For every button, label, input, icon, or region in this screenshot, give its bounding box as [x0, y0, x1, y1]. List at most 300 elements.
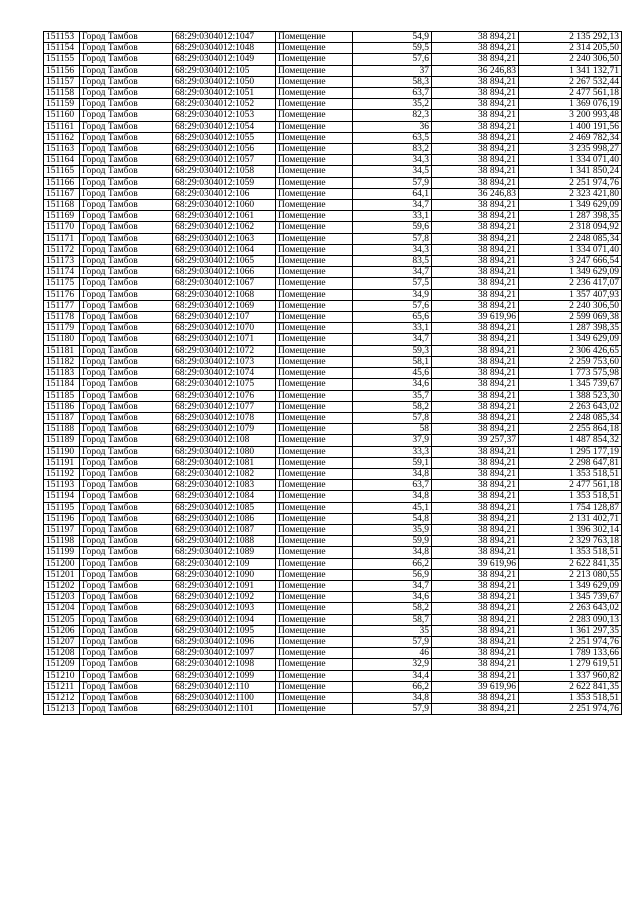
record-id-cell: 151172 — [44, 244, 80, 255]
object-type-cell: Помещение — [276, 256, 353, 267]
area-cell: 35,7 — [353, 390, 432, 401]
price-per-m2-cell: 38 894,21 — [432, 166, 519, 177]
cadastral-value-cell: 2 477 561,18 — [519, 88, 622, 99]
price-per-m2-cell: 38 894,21 — [432, 569, 519, 580]
price-per-m2-cell: 39 619,96 — [432, 312, 519, 323]
area-cell: 83,5 — [353, 256, 432, 267]
price-per-m2-cell: 38 894,21 — [432, 267, 519, 278]
area-cell: 45,1 — [353, 502, 432, 513]
price-per-m2-cell: 38 894,21 — [432, 513, 519, 524]
cadastral-number-cell: 68:29:0304012:1066 — [173, 267, 276, 278]
table-row — [44, 603, 622, 614]
record-id-cell: 151156 — [44, 65, 80, 76]
table-row — [44, 480, 622, 491]
area-cell: 58,2 — [353, 603, 432, 614]
price-per-m2-cell: 38 894,21 — [432, 54, 519, 65]
cadastral-number-cell: 68:29:0304012:1078 — [173, 412, 276, 423]
price-per-m2-cell: 38 894,21 — [432, 704, 519, 715]
record-id-cell: 151198 — [44, 536, 80, 547]
object-type-cell: Помещение — [276, 569, 353, 580]
price-per-m2-cell: 38 894,21 — [432, 446, 519, 457]
price-per-m2-cell: 38 894,21 — [432, 244, 519, 255]
area-cell: 34,3 — [353, 244, 432, 255]
table-row — [44, 76, 622, 87]
cadastral-number-cell: 68:29:0304012:1076 — [173, 390, 276, 401]
city-cell: Город Тамбов — [80, 54, 173, 65]
cadastral-value-cell: 1 349 629,09 — [519, 267, 622, 278]
object-type-cell: Помещение — [276, 166, 353, 177]
price-per-m2-cell: 38 894,21 — [432, 625, 519, 636]
record-id-cell: 151171 — [44, 233, 80, 244]
area-cell: 59,1 — [353, 457, 432, 468]
cadastral-number-cell: 68:29:0304012:1072 — [173, 345, 276, 356]
area-cell: 34,8 — [353, 547, 432, 558]
cadastral-value-cell: 2 306 426,65 — [519, 345, 622, 356]
table-row — [44, 289, 622, 300]
record-id-cell: 151193 — [44, 480, 80, 491]
price-per-m2-cell: 38 894,21 — [432, 334, 519, 345]
record-id-cell: 151190 — [44, 446, 80, 457]
object-type-cell: Помещение — [276, 110, 353, 121]
table-row — [44, 704, 622, 715]
cadastral-number-cell: 68:29:0304012:1081 — [173, 457, 276, 468]
object-type-cell: Помещение — [276, 54, 353, 65]
table-row — [44, 614, 622, 625]
area-cell: 35 — [353, 625, 432, 636]
price-per-m2-cell: 38 894,21 — [432, 692, 519, 703]
city-cell: Город Тамбов — [80, 166, 173, 177]
record-id-cell: 151205 — [44, 614, 80, 625]
area-cell: 34,8 — [353, 468, 432, 479]
cadastral-number-cell: 68:29:0304012:1093 — [173, 603, 276, 614]
cadastral-value-cell: 2 477 561,18 — [519, 480, 622, 491]
object-type-cell: Помещение — [276, 121, 353, 132]
city-cell: Город Тамбов — [80, 659, 173, 670]
table-row — [44, 625, 622, 636]
cadastral-value-cell: 2 329 763,18 — [519, 536, 622, 547]
area-cell: 59,5 — [353, 43, 432, 54]
area-cell: 66,2 — [353, 558, 432, 569]
object-type-cell: Помещение — [276, 412, 353, 423]
price-per-m2-cell: 38 894,21 — [432, 659, 519, 670]
price-per-m2-cell: 38 894,21 — [432, 412, 519, 423]
record-id-cell: 151160 — [44, 110, 80, 121]
record-id-cell: 151187 — [44, 412, 80, 423]
object-type-cell: Помещение — [276, 211, 353, 222]
object-type-cell: Помещение — [276, 132, 353, 143]
price-per-m2-cell: 38 894,21 — [432, 536, 519, 547]
table-row — [44, 446, 622, 457]
area-cell: 34,5 — [353, 166, 432, 177]
price-per-m2-cell: 39 257,37 — [432, 435, 519, 446]
table-row — [44, 99, 622, 110]
record-id-cell: 151185 — [44, 390, 80, 401]
cadastral-value-cell: 2 251 974,76 — [519, 636, 622, 647]
cadastral-number-cell: 68:29:0304012:1059 — [173, 177, 276, 188]
table-row — [44, 502, 622, 513]
area-cell: 37 — [353, 65, 432, 76]
price-per-m2-cell: 38 894,21 — [432, 222, 519, 233]
object-type-cell: Помещение — [276, 424, 353, 435]
price-per-m2-cell: 38 894,21 — [432, 547, 519, 558]
price-per-m2-cell: 38 894,21 — [432, 233, 519, 244]
cadastral-number-cell: 68:29:0304012:1101 — [173, 704, 276, 715]
price-per-m2-cell: 38 894,21 — [432, 636, 519, 647]
area-cell: 58,1 — [353, 356, 432, 367]
record-id-cell: 151163 — [44, 144, 80, 155]
price-per-m2-cell: 38 894,21 — [432, 300, 519, 311]
object-type-cell: Помещение — [276, 88, 353, 99]
object-type-cell: Помещение — [276, 592, 353, 603]
object-type-cell: Помещение — [276, 323, 353, 334]
city-cell: Город Тамбов — [80, 390, 173, 401]
city-cell: Город Тамбов — [80, 580, 173, 591]
city-cell: Город Тамбов — [80, 401, 173, 412]
price-per-m2-cell: 38 894,21 — [432, 614, 519, 625]
cadastral-value-cell: 2 248 085,34 — [519, 233, 622, 244]
cadastral-number-cell: 68:29:0304012:1070 — [173, 323, 276, 334]
cadastral-value-cell: 2 314 205,50 — [519, 43, 622, 54]
area-cell: 57,6 — [353, 54, 432, 65]
cadastral-value-cell: 1 388 523,30 — [519, 390, 622, 401]
cadastral-value-cell: 1 287 398,35 — [519, 211, 622, 222]
cadastral-value-cell: 2 251 974,76 — [519, 177, 622, 188]
table-row — [44, 65, 622, 76]
record-id-cell: 151182 — [44, 356, 80, 367]
object-type-cell: Помещение — [276, 289, 353, 300]
record-id-cell: 151180 — [44, 334, 80, 345]
city-cell: Город Тамбов — [80, 99, 173, 110]
record-id-cell: 151162 — [44, 132, 80, 143]
object-type-cell: Помещение — [276, 368, 353, 379]
cadastral-value-cell: 1 353 518,51 — [519, 692, 622, 703]
city-cell: Город Тамбов — [80, 121, 173, 132]
table-row — [44, 692, 622, 703]
area-cell: 36 — [353, 121, 432, 132]
record-id-cell: 151211 — [44, 681, 80, 692]
record-id-cell: 151153 — [44, 32, 80, 43]
record-id-cell: 151157 — [44, 76, 80, 87]
area-cell: 34,8 — [353, 491, 432, 502]
cadastral-number-cell: 68:29:0304012:106 — [173, 188, 276, 199]
cadastral-number-cell: 68:29:0304012:1074 — [173, 368, 276, 379]
cadastral-number-cell: 68:29:0304012:1058 — [173, 166, 276, 177]
area-cell: 59,6 — [353, 222, 432, 233]
object-type-cell: Помещение — [276, 446, 353, 457]
object-type-cell: Помещение — [276, 435, 353, 446]
area-cell: 57,9 — [353, 636, 432, 647]
price-per-m2-cell: 36 246,83 — [432, 188, 519, 199]
record-id-cell: 151186 — [44, 401, 80, 412]
cadastral-number-cell: 68:29:0304012:1091 — [173, 580, 276, 591]
object-type-cell: Помещение — [276, 468, 353, 479]
object-type-cell: Помещение — [276, 244, 353, 255]
cadastral-value-cell: 1 353 518,51 — [519, 547, 622, 558]
cadastral-number-cell: 68:29:0304012:1094 — [173, 614, 276, 625]
price-per-m2-cell: 38 894,21 — [432, 177, 519, 188]
object-type-cell: Помещение — [276, 502, 353, 513]
price-per-m2-cell: 38 894,21 — [432, 345, 519, 356]
table-row — [44, 636, 622, 647]
cadastral-value-cell: 1 334 071,40 — [519, 155, 622, 166]
record-id-cell: 151184 — [44, 379, 80, 390]
record-id-cell: 151179 — [44, 323, 80, 334]
city-cell: Город Тамбов — [80, 524, 173, 535]
cadastral-value-cell: 2 599 069,38 — [519, 312, 622, 323]
cadastral-number-cell: 68:29:0304012:1060 — [173, 200, 276, 211]
area-cell: 83,2 — [353, 144, 432, 155]
table-row — [44, 132, 622, 143]
cadastral-number-cell: 68:29:0304012:1089 — [173, 547, 276, 558]
table-row — [44, 401, 622, 412]
cadastral-number-cell: 68:29:0304012:1098 — [173, 659, 276, 670]
cadastral-number-cell: 68:29:0304012:1049 — [173, 54, 276, 65]
city-cell: Город Тамбов — [80, 244, 173, 255]
cadastral-number-cell: 68:29:0304012:1084 — [173, 491, 276, 502]
cadastral-value-cell: 1 400 191,56 — [519, 121, 622, 132]
price-per-m2-cell: 38 894,21 — [432, 289, 519, 300]
object-type-cell: Помещение — [276, 558, 353, 569]
city-cell: Город Тамбов — [80, 278, 173, 289]
object-type-cell: Помещение — [276, 32, 353, 43]
cadastral-value-cell: 3 200 993,48 — [519, 110, 622, 121]
cadastral-number-cell: 68:29:0304012:1050 — [173, 76, 276, 87]
table-row — [44, 54, 622, 65]
table-row — [44, 155, 622, 166]
object-type-cell: Помещение — [276, 704, 353, 715]
cadastral-number-cell: 68:29:0304012:1068 — [173, 289, 276, 300]
record-id-cell: 151165 — [44, 166, 80, 177]
object-type-cell: Помещение — [276, 200, 353, 211]
price-per-m2-cell: 39 619,96 — [432, 681, 519, 692]
cadastral-value-cell: 2 213 080,55 — [519, 569, 622, 580]
price-per-m2-cell: 38 894,21 — [432, 32, 519, 43]
city-cell: Город Тамбов — [80, 435, 173, 446]
table-row — [44, 144, 622, 155]
object-type-cell: Помещение — [276, 177, 353, 188]
city-cell: Город Тамбов — [80, 614, 173, 625]
cadastral-number-cell: 68:29:0304012:1057 — [173, 155, 276, 166]
record-id-cell: 151213 — [44, 704, 80, 715]
price-per-m2-cell: 38 894,21 — [432, 379, 519, 390]
area-cell: 57,9 — [353, 177, 432, 188]
cadastral-number-cell: 68:29:0304012:1064 — [173, 244, 276, 255]
cadastral-number-cell: 68:29:0304012:1079 — [173, 424, 276, 435]
price-per-m2-cell: 38 894,21 — [432, 356, 519, 367]
table-row — [44, 278, 622, 289]
object-type-cell: Помещение — [276, 614, 353, 625]
record-id-cell: 151201 — [44, 569, 80, 580]
city-cell: Город Тамбов — [80, 233, 173, 244]
price-per-m2-cell: 38 894,21 — [432, 580, 519, 591]
table-row — [44, 200, 622, 211]
record-id-cell: 151183 — [44, 368, 80, 379]
record-id-cell: 151191 — [44, 457, 80, 468]
cadastral-number-cell: 68:29:0304012:1063 — [173, 233, 276, 244]
table-row — [44, 300, 622, 311]
cadastral-value-cell: 2 240 306,50 — [519, 300, 622, 311]
cadastral-number-cell: 68:29:0304012:1097 — [173, 648, 276, 659]
table-row — [44, 547, 622, 558]
price-per-m2-cell: 38 894,21 — [432, 278, 519, 289]
cadastral-number-cell: 68:29:0304012:1096 — [173, 636, 276, 647]
cadastral-value-cell: 2 622 841,35 — [519, 558, 622, 569]
area-cell: 59,9 — [353, 536, 432, 547]
object-type-cell: Помещение — [276, 536, 353, 547]
city-cell: Город Тамбов — [80, 536, 173, 547]
city-cell: Город Тамбов — [80, 345, 173, 356]
cadastral-value-cell: 1 334 071,40 — [519, 244, 622, 255]
area-cell: 58 — [353, 424, 432, 435]
price-per-m2-cell: 38 894,21 — [432, 491, 519, 502]
table-row — [44, 88, 622, 99]
table-row — [44, 580, 622, 591]
city-cell: Город Тамбов — [80, 211, 173, 222]
cadastral-number-cell: 68:29:0304012:105 — [173, 65, 276, 76]
price-per-m2-cell: 38 894,21 — [432, 390, 519, 401]
cadastral-value-cell: 1 341 132,71 — [519, 65, 622, 76]
table-row — [44, 491, 622, 502]
cadastral-number-cell: 68:29:0304012:1092 — [173, 592, 276, 603]
cadastral-number-cell: 68:29:0304012:1080 — [173, 446, 276, 457]
object-type-cell: Помещение — [276, 155, 353, 166]
object-type-cell: Помещение — [276, 390, 353, 401]
object-type-cell: Помещение — [276, 222, 353, 233]
cadastral-value-cell: 1 487 854,32 — [519, 435, 622, 446]
table-row — [44, 244, 622, 255]
cadastral-number-cell: 68:29:0304012:1082 — [173, 468, 276, 479]
price-per-m2-cell: 38 894,21 — [432, 648, 519, 659]
object-type-cell: Помещение — [276, 659, 353, 670]
city-cell: Город Тамбов — [80, 334, 173, 345]
record-id-cell: 151174 — [44, 267, 80, 278]
record-id-cell: 151159 — [44, 99, 80, 110]
record-id-cell: 151207 — [44, 636, 80, 647]
object-type-cell: Помещение — [276, 267, 353, 278]
table-row — [44, 267, 622, 278]
cadastral-value-cell: 1 295 177,19 — [519, 446, 622, 457]
area-cell: 33,1 — [353, 323, 432, 334]
area-cell: 58,7 — [353, 614, 432, 625]
price-per-m2-cell: 38 894,21 — [432, 468, 519, 479]
record-id-cell: 151210 — [44, 670, 80, 681]
cadastral-number-cell: 68:29:0304012:107 — [173, 312, 276, 323]
city-cell: Город Тамбов — [80, 76, 173, 87]
object-type-cell: Помещение — [276, 513, 353, 524]
area-cell: 57,8 — [353, 233, 432, 244]
price-per-m2-cell: 38 894,21 — [432, 76, 519, 87]
area-cell: 66,2 — [353, 681, 432, 692]
cadastral-value-cell: 1 279 619,51 — [519, 659, 622, 670]
city-cell: Город Тамбов — [80, 177, 173, 188]
cadastral-value-cell: 2 131 402,71 — [519, 513, 622, 524]
area-cell: 57,8 — [353, 412, 432, 423]
price-per-m2-cell: 38 894,21 — [432, 43, 519, 54]
price-per-m2-cell: 39 619,96 — [432, 558, 519, 569]
area-cell: 59,3 — [353, 345, 432, 356]
cadastral-value-cell: 1 345 739,67 — [519, 592, 622, 603]
object-type-cell: Помещение — [276, 312, 353, 323]
city-cell: Город Тамбов — [80, 188, 173, 199]
city-cell: Город Тамбов — [80, 468, 173, 479]
object-type-cell: Помещение — [276, 670, 353, 681]
cadastral-value-cell: 2 248 085,34 — [519, 412, 622, 423]
cadastral-number-cell: 68:29:0304012:1099 — [173, 670, 276, 681]
cadastral-number-cell: 68:29:0304012:1061 — [173, 211, 276, 222]
record-id-cell: 151158 — [44, 88, 80, 99]
city-cell: Город Тамбов — [80, 603, 173, 614]
cadastral-value-cell: 1 337 960,82 — [519, 670, 622, 681]
table-row — [44, 457, 622, 468]
price-per-m2-cell: 38 894,21 — [432, 424, 519, 435]
table-row — [44, 323, 622, 334]
table-row — [44, 110, 622, 121]
area-cell: 34,7 — [353, 580, 432, 591]
object-type-cell: Помещение — [276, 379, 353, 390]
cadastral-value-cell: 1 341 850,24 — [519, 166, 622, 177]
record-id-cell: 151202 — [44, 580, 80, 591]
price-per-m2-cell: 38 894,21 — [432, 502, 519, 513]
table-row — [44, 43, 622, 54]
object-type-cell: Помещение — [276, 144, 353, 155]
table-row — [44, 188, 622, 199]
object-type-cell: Помещение — [276, 692, 353, 703]
object-type-cell: Помещение — [276, 401, 353, 412]
price-per-m2-cell: 38 894,21 — [432, 524, 519, 535]
cadastral-number-cell: 68:29:0304012:110 — [173, 681, 276, 692]
table-row — [44, 334, 622, 345]
city-cell: Город Тамбов — [80, 513, 173, 524]
city-cell: Город Тамбов — [80, 88, 173, 99]
cadastral-value-cell: 2 236 417,07 — [519, 278, 622, 289]
registry-table-body — [44, 32, 622, 715]
city-cell: Город Тамбов — [80, 267, 173, 278]
table-row — [44, 356, 622, 367]
object-type-cell: Помещение — [276, 648, 353, 659]
cadastral-number-cell: 68:29:0304012:1087 — [173, 524, 276, 535]
table-row — [44, 211, 622, 222]
record-id-cell: 151206 — [44, 625, 80, 636]
cadastral-value-cell: 1 287 398,35 — [519, 323, 622, 334]
price-per-m2-cell: 38 894,21 — [432, 88, 519, 99]
area-cell: 32,9 — [353, 659, 432, 670]
object-type-cell: Помещение — [276, 681, 353, 692]
city-cell: Город Тамбов — [80, 704, 173, 715]
record-id-cell: 151170 — [44, 222, 80, 233]
cadastral-value-cell: 2 283 090,13 — [519, 614, 622, 625]
price-per-m2-cell: 38 894,21 — [432, 121, 519, 132]
city-cell: Город Тамбов — [80, 480, 173, 491]
cadastral-number-cell: 68:29:0304012:1071 — [173, 334, 276, 345]
record-id-cell: 151200 — [44, 558, 80, 569]
city-cell: Город Тамбов — [80, 132, 173, 143]
object-type-cell: Помещение — [276, 278, 353, 289]
price-per-m2-cell: 38 894,21 — [432, 670, 519, 681]
city-cell: Город Тамбов — [80, 648, 173, 659]
cadastral-value-cell: 2 251 974,76 — [519, 704, 622, 715]
record-id-cell: 151209 — [44, 659, 80, 670]
cadastral-number-cell: 68:29:0304012:1052 — [173, 99, 276, 110]
record-id-cell: 151176 — [44, 289, 80, 300]
table-row — [44, 435, 622, 446]
city-cell: Город Тамбов — [80, 155, 173, 166]
cadastral-number-cell: 68:29:0304012:1054 — [173, 121, 276, 132]
price-per-m2-cell: 38 894,21 — [432, 144, 519, 155]
area-cell: 57,6 — [353, 300, 432, 311]
record-id-cell: 151161 — [44, 121, 80, 132]
price-per-m2-cell: 38 894,21 — [432, 110, 519, 121]
city-cell: Город Тамбов — [80, 625, 173, 636]
